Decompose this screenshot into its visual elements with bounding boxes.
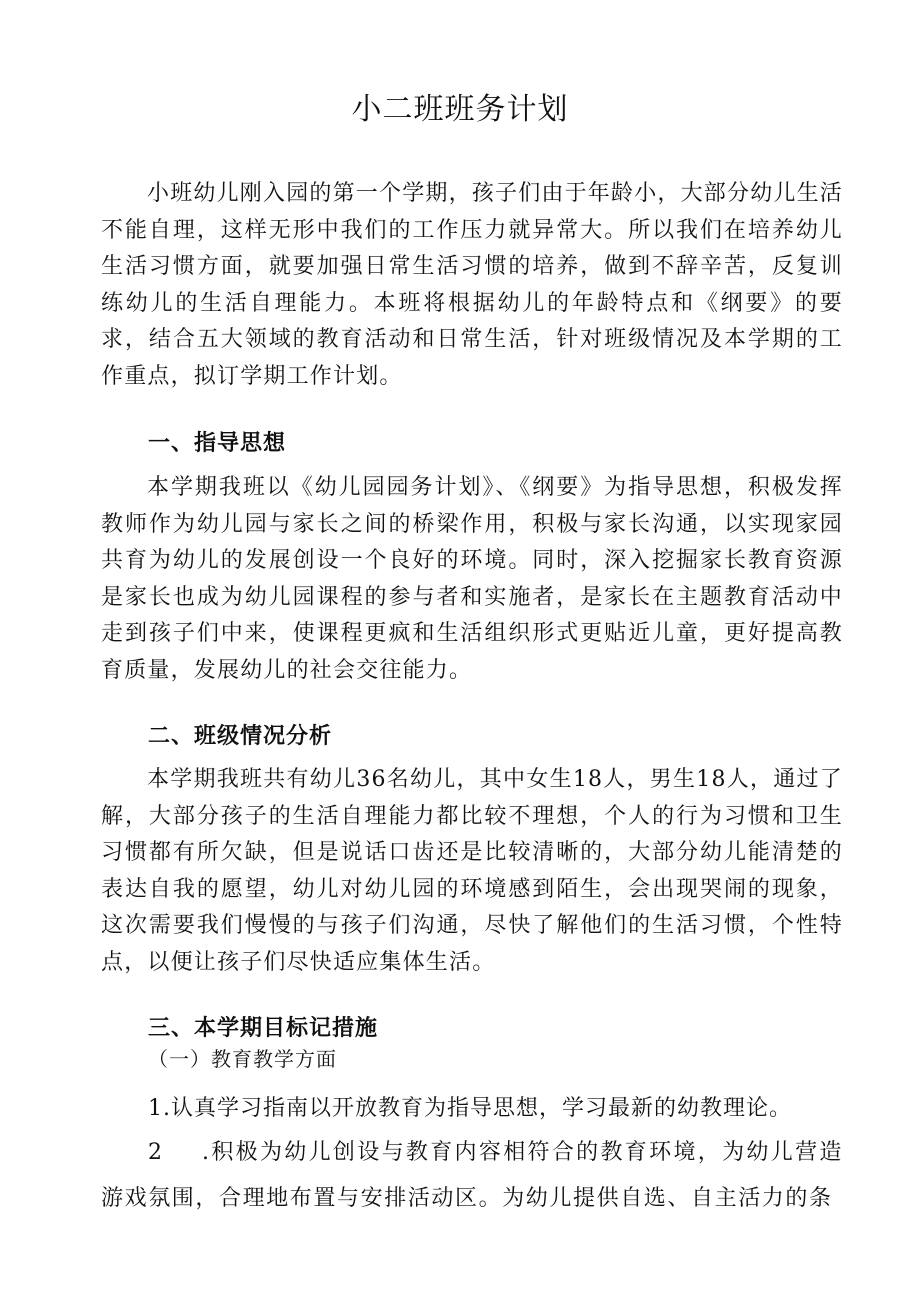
intro-paragraph: 小班幼儿刚入园的第一个学期，孩子们由于年龄小，大部分幼儿生活不能自理，这样无形中我们的工作压力就异常大。所以我们在培养幼儿生活习惯方面，就要加强日常生活习惯的培养，做到不辞辛苦，反复训练幼儿的生活自理能力。本班将根据幼儿的年龄特点和《纲要》的要求，结合五大领域的教育活动和日常生活，针对班级情况及本学期的工作重点，拟订学期工作计划。 (101, 181, 844, 389)
list-item-2-text: .积极为幼儿创设与教育内容相符合的教育环境，为幼儿营造游戏氛围，合理地布置与安排活动区。为幼儿提供自选、自主活力的条 (101, 1140, 843, 1211)
list-item-1 (148, 1091, 792, 1127)
list-item-1-text: 认真学习指南以开放教育为指导思想，学习最新的幼教理论。 (171, 1096, 793, 1121)
section-body-class-analysis: 本学期我班共有幼儿36名幼儿，其中女生18人，男生18人，通过了解，大部分孩子的生活自理能力都比较不理想，个人的行为习惯和卫生习惯都有所欠缺，但是说话口齿还是比较清晰的，大部分幼儿能清楚的表达自我的愿望，幼儿对幼儿园的环境感到陌生，会出现哭闹的现象，这次需要我们慢慢的与孩子们沟通，尽快了解他们的生活习惯，个性特点，以便让孩子们尽快适应集体生活。 (101, 767, 843, 975)
page-title: 小二班班务计划 (351, 92, 569, 127)
section-heading-goals: 三、本学期目标记措施 (148, 1016, 379, 1041)
list-item-1-number: 1. (148, 1096, 171, 1121)
list-item-2-number: 2 (148, 1140, 164, 1165)
list-item-2 (101, 1130, 843, 1222)
section-body-guiding-thought: 本学期我班以《幼儿园园务计划》、《纲要》为指导思想，积极发挥教师作为幼儿园与家长之间的桥梁作用，积极与家长沟通，以实现家园共育为幼儿的发展创设一个良好的环境。同时，深入挖掘家长教育资源是家长也成为幼儿园课程的参与者和实施者，是家长在主题教育活动中走到孩子们中来，使课程更疯和生活组织形式更贴近儿童，更好提高教育质量，发展幼儿的社会交往能力。 (101, 475, 843, 683)
section-heading-class-analysis: 二、班级情况分析 (148, 724, 333, 749)
subheading-teaching: （一）教育教学方面 (148, 1047, 337, 1071)
section-heading-guiding-thought: 一、指导思想 (148, 431, 287, 456)
